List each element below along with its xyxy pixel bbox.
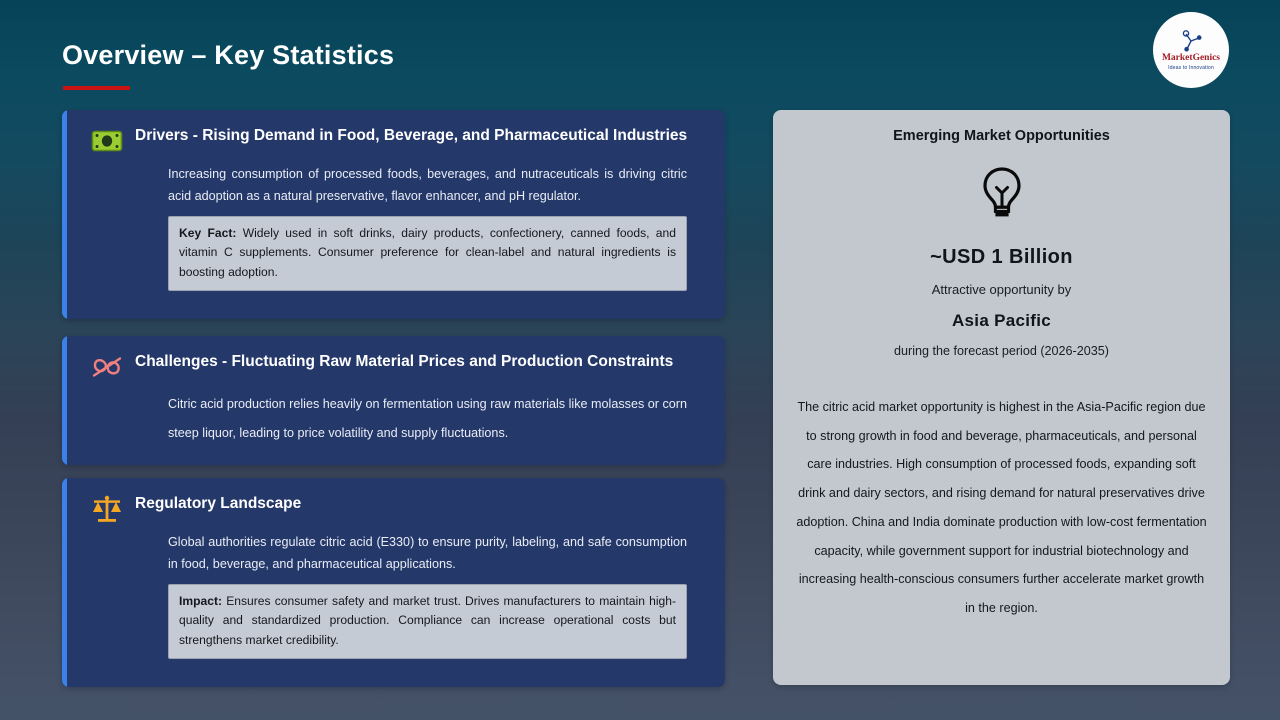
card-challenges	[62, 336, 725, 465]
emerging-market-opportunities-panel	[773, 110, 1230, 685]
callout-text: Widely used in soft drinks, dairy products, confectionery, canned foods, and vitamin C supplements. Consumer preference for clean-label and natural ingredients is boosting adoption.	[179, 226, 676, 279]
region-name: Asia Pacific	[951, 311, 1052, 330]
broken-link-icon	[90, 350, 124, 384]
card-title: Regulatory Landscape	[135, 495, 302, 512]
card-body-text: Global authorities regulate citric acid (E330) to ensure purity, labeling, and safe consumption in food, beverage, and pharmaceutical applications.	[168, 535, 687, 571]
lightbulb-icon	[789, 165, 1214, 223]
callout-label: Key Fact:	[179, 226, 237, 241]
card-callout-impact	[168, 584, 687, 658]
card-body-text: Increasing consumption of processed foods, beverages, and nutraceuticals is driving citric acid adoption as a natural preservative, flavor enhancer, and pH regulator.	[168, 167, 687, 203]
card-body-text: Citric acid production relies heavily on fermentation using raw materials like molasses or corn steep liquor, leading to price volatility and supply fluctuations.	[168, 397, 687, 440]
card-title: Drivers - Rising Demand in Food, Beverage, and Pharmaceutical Industries	[135, 127, 688, 144]
card-header	[90, 491, 703, 526]
callout-text: Ensures consumer safety and market trust. Drives manufacturers to maintain high-quality and standardized production. Compliance can increase operational costs but strengthens market credibility.	[179, 594, 676, 647]
callout-label: Impact:	[179, 594, 223, 609]
card-drivers	[62, 110, 725, 319]
card-header	[90, 123, 703, 158]
panel-description: The citric acid market opportunity is highest in the Asia-Pacific region due to strong growth in food and beverage, pharmaceuticals, and personal care industries. High consumption of processed foods, expanding soft drink and dairy sectors, and rising demand for natural preservatives drive adoption. China and India dominate production with low-cost fermentation capacity, while government support for industrial biotechnology and increasing health-conscious consumers further accelerate market growth in the region.	[796, 400, 1207, 615]
logo-company-name: MarketGenics	[1161, 52, 1221, 63]
card-header	[90, 349, 703, 384]
card-accent-bar	[62, 336, 67, 465]
logo-tagline: Ideas to Innovation	[1168, 64, 1214, 71]
banknote-icon	[90, 124, 124, 158]
opportunity-subtitle: Attractive opportunity by	[931, 282, 1072, 297]
page-title: Overview – Key Statistics	[62, 40, 395, 70]
card-accent-bar	[62, 110, 67, 319]
molecule-node-icon	[1178, 30, 1204, 52]
market-value: ~USD 1 Billion	[930, 246, 1073, 268]
card-regulatory	[62, 478, 725, 687]
balance-scale-icon	[90, 492, 124, 526]
card-accent-bar	[62, 478, 67, 687]
card-title: Challenges - Fluctuating Raw Material Prices and Production Constraints	[135, 353, 674, 370]
card-callout-key-fact	[168, 216, 687, 290]
forecast-period: during the forecast period (2026-2035)	[894, 344, 1109, 358]
panel-title: Emerging Market Opportunities	[893, 128, 1110, 144]
company-logo	[1153, 12, 1229, 88]
title-underline-accent	[63, 86, 130, 90]
